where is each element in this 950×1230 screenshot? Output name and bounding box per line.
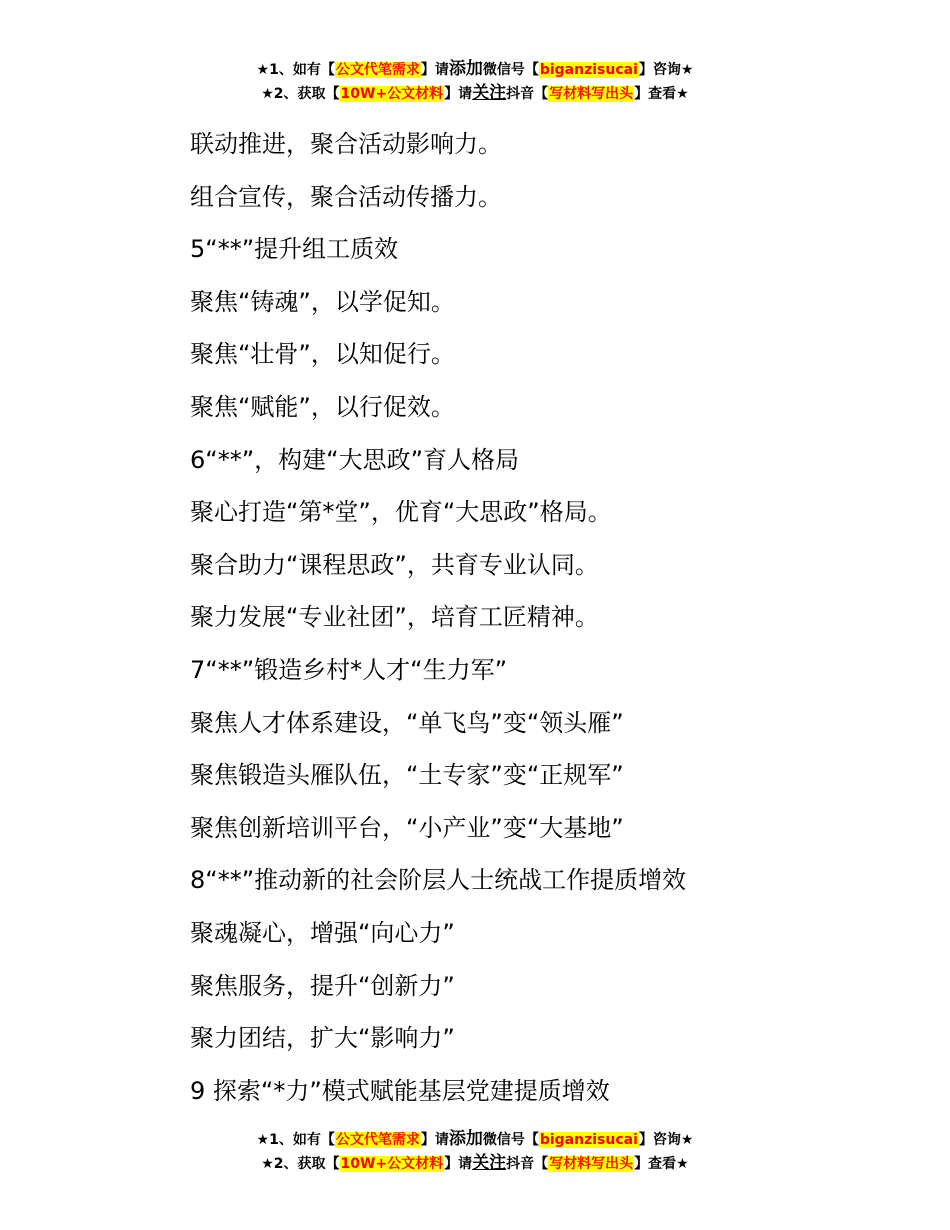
highlight-wechat-id: biganzisucai <box>539 1132 638 1148</box>
paragraph: 聚力团结，扩大“影响力” <box>190 1024 455 1053</box>
paragraph: 聚魂凝心，增强“向心力” <box>190 918 455 947</box>
banner-text: 】查看★ <box>634 1156 689 1172</box>
highlight-materials: 10W+公文材料 <box>340 1156 444 1172</box>
header-banner <box>0 58 950 106</box>
paragraph: 聚焦人才体系建设，“单飞鸟”变“领头雁” <box>190 708 624 737</box>
paragraph: 聚力发展“专业社团”，培育工匠精神。 <box>190 603 599 632</box>
footer-banner <box>0 1128 950 1176</box>
banner-text: 】查看★ <box>634 86 689 102</box>
banner-text: 】请 <box>420 1132 449 1148</box>
banner-text: ★1、如有【 <box>256 62 335 78</box>
section-heading: 6“**”，构建“大思政”育人格局 <box>190 445 520 474</box>
banner-emphasis: 关注 <box>472 1153 507 1173</box>
section-heading: 7“**”锻造乡村*人才“生力军” <box>190 655 508 684</box>
highlight-service: 公文代笔需求 <box>335 62 420 78</box>
highlight-service: 公文代笔需求 <box>335 1132 420 1148</box>
banner-text: 微信号【 <box>482 1132 539 1148</box>
banner-line-2 <box>0 1152 950 1176</box>
paragraph: 聚心打造“第*堂”，优育“大思政”格局。 <box>190 498 612 527</box>
banner-line-1 <box>0 1128 950 1152</box>
paragraph: 聚合助力“课程思政”，共育专业认同。 <box>190 550 599 579</box>
highlight-wechat-id: biganzisucai <box>539 62 638 78</box>
banner-text: 微信号【 <box>482 62 539 78</box>
banner-text: 】咨询★ <box>638 1132 694 1148</box>
paragraph: 聚焦“铸魂”，以学促知。 <box>190 287 455 316</box>
banner-text: ★2、获取【 <box>261 1156 340 1172</box>
banner-text: ★1、如有【 <box>256 1132 335 1148</box>
highlight-douyin-account: 写材料写出头 <box>549 1156 634 1172</box>
paragraph: 聚焦“壮骨”，以知促行。 <box>190 340 455 369</box>
paragraph: 聚焦创新培训平台，“小产业”变“大基地” <box>190 813 624 842</box>
banner-emphasis: 关注 <box>472 83 507 103</box>
section-heading: 9 探索“*力”模式赋能基层党建提质增效 <box>190 1076 610 1105</box>
paragraph: 聚焦服务，提升“创新力” <box>190 971 455 1000</box>
banner-text: 抖音【 <box>506 1156 549 1172</box>
section-heading: 8“**”推动新的社会阶层人士统战工作提质增效 <box>190 866 687 895</box>
paragraph: 联动推进，聚合活动影响力。 <box>190 130 502 158</box>
banner-line-2 <box>0 82 950 106</box>
banner-emphasis: 添加 <box>448 59 483 79</box>
banner-line-1 <box>0 58 950 82</box>
banner-emphasis: 添加 <box>448 1129 483 1149</box>
banner-text: ★2、获取【 <box>261 86 340 102</box>
highlight-materials: 10W+公文材料 <box>340 86 444 102</box>
section-heading: 5“**”提升组工质效 <box>190 235 399 264</box>
banner-text: 】咨询★ <box>638 62 694 78</box>
paragraph: 聚焦“赋能”，以行促效。 <box>190 392 455 421</box>
paragraph: 聚焦锻造头雁队伍，“土专家”变“正规军” <box>190 761 624 790</box>
highlight-douyin-account: 写材料写出头 <box>549 86 634 102</box>
banner-text: 】请 <box>420 62 449 78</box>
banner-text: 】请 <box>444 86 473 102</box>
document-body <box>190 118 910 1117</box>
banner-text: 】请 <box>444 1156 473 1172</box>
paragraph: 组合宣传，聚合活动传播力。 <box>190 182 502 211</box>
banner-text: 抖音【 <box>506 86 549 102</box>
